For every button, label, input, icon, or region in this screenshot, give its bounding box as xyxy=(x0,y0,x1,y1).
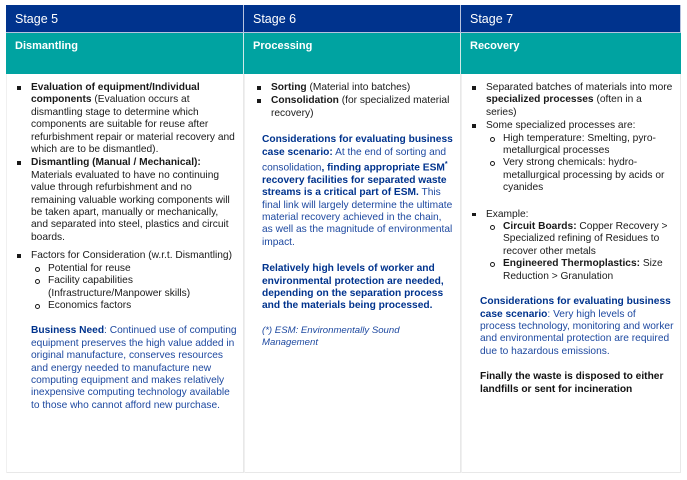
protection-note: Relatively high levels of worker and environmental protection are needed, depending on the separation process and the materials being processed. xyxy=(262,263,444,312)
recovery-list xyxy=(468,82,674,283)
list-item xyxy=(31,82,237,156)
recovery-considerations xyxy=(468,296,674,358)
examples-list xyxy=(486,221,674,283)
list-item xyxy=(486,209,674,283)
factor-item: Potential for reuse xyxy=(48,263,237,275)
example-text: Size Reduction > Granulation xyxy=(503,258,663,282)
processing-considerations xyxy=(251,134,454,249)
factor-item: Economics factors xyxy=(48,300,237,312)
considerations-text: At the end of sorting and consolidation xyxy=(262,146,447,174)
item-title: Dismantling (Manual / Mechanical): xyxy=(31,157,201,169)
process-item: Very strong chemicals: hydro-metallurgical processing by acids or cyanides xyxy=(503,157,674,194)
item-text: (Evaluation occurs at dismantling stage to determine which components are suitable for reuse after refurbishment repair or material recovery and which are to be dismantled). xyxy=(31,94,235,156)
considerations-label: Considerations for evaluating business case scenario: xyxy=(262,134,453,158)
footnote-marker: * xyxy=(444,161,448,169)
business-need xyxy=(13,325,237,412)
dismantling-details xyxy=(6,74,244,473)
item-title: Evaluation of equipment/Individual components xyxy=(31,82,200,106)
item-text: Some specialized processes are: xyxy=(486,120,636,132)
business-need-text: : Continued use of computing equipment preserves the high value added in original manufacture, conserves resources and energy needed to manufacture new computing equipment and makes relatively inexpensive computing technology available to those who cannot afford new purchase. xyxy=(31,325,237,411)
final-disposal-note: Finally the waste is disposed to either landfills or sent for incineration xyxy=(480,371,664,395)
list-item xyxy=(31,157,237,244)
stage-7-header: Stage 7 xyxy=(461,5,681,33)
list-item xyxy=(486,120,674,194)
factor-item: Facility capabilities (Infrastructure/Manpower skills) xyxy=(48,275,237,300)
item-text: (Material into batches) xyxy=(306,82,411,93)
item-text: Example: xyxy=(486,208,529,220)
item-title: specialized processes xyxy=(486,94,594,106)
process-item: High temperature: Smelting, pyro-metallurgical processes xyxy=(503,133,674,158)
item-text: (for specialized material recovery) xyxy=(271,95,450,119)
stage-6-header: Stage 6 xyxy=(244,5,461,33)
phase-processing: Processing xyxy=(244,33,461,74)
item-text: Separated batches of materials into more xyxy=(486,82,673,93)
item-text: (often in a series) xyxy=(486,94,642,118)
considerations-emphasis: recovery facilities for separated waste streams is a critical part of ESM. xyxy=(262,174,447,199)
list-item xyxy=(271,95,454,120)
list-item xyxy=(31,250,237,312)
list-item xyxy=(486,82,674,119)
processing-list xyxy=(251,82,454,120)
example-text: Copper Recovery > Specialized refining of Residues to recover other metals xyxy=(503,221,668,257)
processing-details xyxy=(244,74,461,473)
example-item xyxy=(503,258,674,283)
stage-5-header: Stage 5 xyxy=(6,5,244,33)
considerations-text: : Very high levels of process technology, monitoring and worker and environmental protection are required due to hazardous emissions. xyxy=(480,308,674,357)
considerations-emphasis: , finding appropriate ESM xyxy=(321,162,445,174)
business-need-label: Business Need xyxy=(31,325,105,337)
dismantling-list xyxy=(13,82,237,312)
phase-dismantling: Dismantling xyxy=(6,33,244,74)
example-item xyxy=(503,221,674,258)
factors-list xyxy=(31,263,237,313)
stages-table xyxy=(6,5,681,473)
list-item xyxy=(271,82,454,94)
considerations-text: This final link will largely determine the ultimate material recovery achieved in the chain, as well as the magnitude of environmental impact. xyxy=(262,187,453,248)
example-title: Engineered Thermoplastics: xyxy=(503,258,640,270)
example-title: Circuit Boards: xyxy=(503,221,577,233)
processes-list xyxy=(486,133,674,195)
esm-footnote: (*) ESM: Environmentally Sound Management xyxy=(262,324,400,349)
considerations-label: Considerations for evaluating business case scenario xyxy=(480,296,671,320)
item-text: Materials evaluated to have no continuing value through refurbishment and no remaining valuable working components will be taken apart, manually or mechanically, and separated into steel, plastics and circuit boards. xyxy=(31,169,230,243)
recovery-details xyxy=(461,74,681,473)
phase-recovery: Recovery xyxy=(461,33,681,74)
item-title: Consolidation xyxy=(271,95,339,107)
item-title: Sorting xyxy=(271,82,307,93)
item-text: Factors for Consideration (w.r.t. Dismantling) xyxy=(31,250,232,262)
